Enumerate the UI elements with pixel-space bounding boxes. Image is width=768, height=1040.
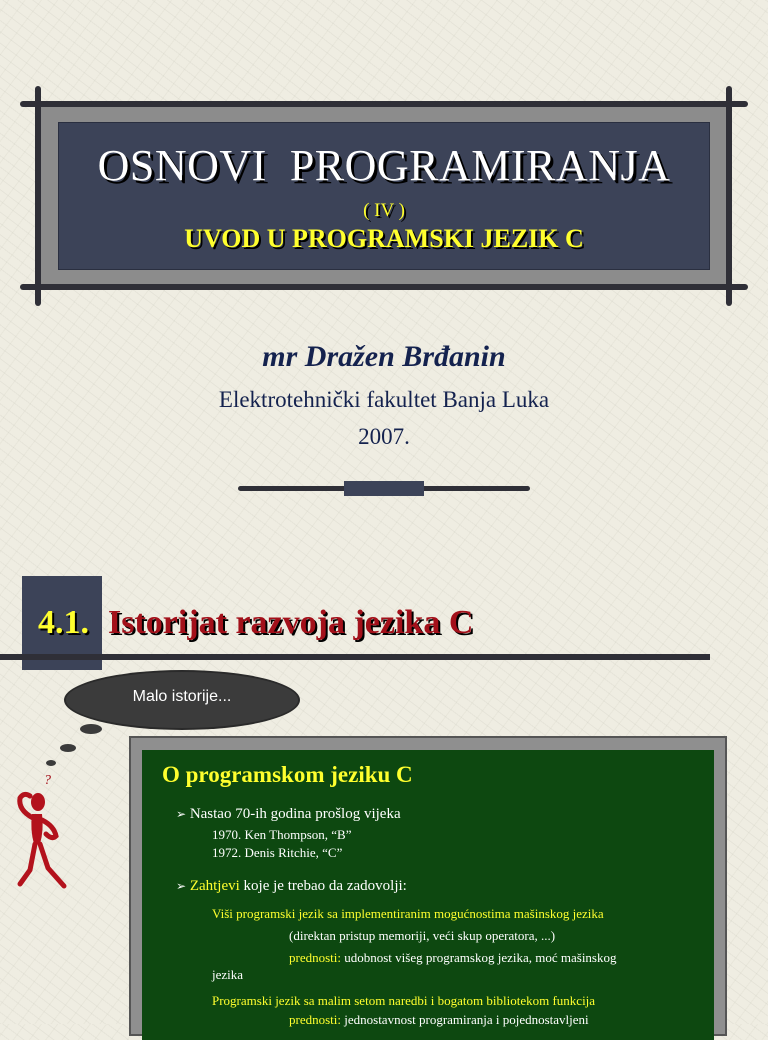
arrow-bullet-icon: ➢ [176,879,187,893]
page-title: OSNOVI PROGRAMIRANJA [97,141,671,190]
advantages-line [289,1012,589,1028]
advantages-text: jednostavnost programiranja i pojednostavljeni [341,1012,589,1027]
bullet-item [176,806,401,823]
frame-bar-right [726,86,732,306]
cloud-puff [80,724,102,734]
author-name: mr Dražen Brđanin [262,340,506,373]
requirement-detail: (direktan pristup memoriji, veći skup operatora, ...) [289,928,556,943]
frame-bar-top [20,101,748,107]
history-line: 1972. Denis Ritchie, “C” [212,845,343,860]
advantages-text: udobnost višeg programskog jezika, moć mašinskog [341,950,617,965]
bullet-item [176,878,407,895]
frame-bar-bottom [20,284,748,290]
cloud-puff [60,744,76,752]
arrow-bullet-icon: ➢ [176,807,187,821]
cloud-puff [46,760,56,766]
section-underline [0,654,710,660]
part-number: ( IV ) [363,200,405,221]
section-number: 4.1. [38,604,89,641]
advantages-line [289,950,617,966]
divider-block [344,481,424,496]
frame-bar-left [35,86,41,306]
thinking-person-icon [10,770,70,900]
year: 2007. [358,424,410,449]
advantages-continuation: jezika [212,967,244,982]
institution: Elektrotehnički fakultet Banja Luka [218,387,550,412]
subtitle: UVOD U PROGRAMSKI JEZIK C [184,224,584,253]
requirement-line: Programski jezik sa malim setom naredbi i bogatom bibliotekom funkcija [212,993,596,1008]
board-heading: O programskom jeziku C [162,762,413,787]
requirement-line: Viši programski jezik sa implementiranim mogućnostima mašinskog jezika [212,906,604,921]
bullet-text: Nastao 70-ih godina prošlog vijeka [189,806,401,822]
bullet-text: koje je trebao da zadovolji: [239,878,407,894]
cloud-text: Malo istorije... [132,688,232,705]
advantages-label: prednosti: [289,950,341,965]
section-title: Istorijat razvoja jezika C [108,604,474,641]
history-line: 1970. Ken Thompson, “B” [212,827,352,842]
question-mark: ? [44,773,51,788]
bullet-highlight: Zahtjevi [189,878,240,894]
advantages-label: prednosti: [289,1012,341,1027]
